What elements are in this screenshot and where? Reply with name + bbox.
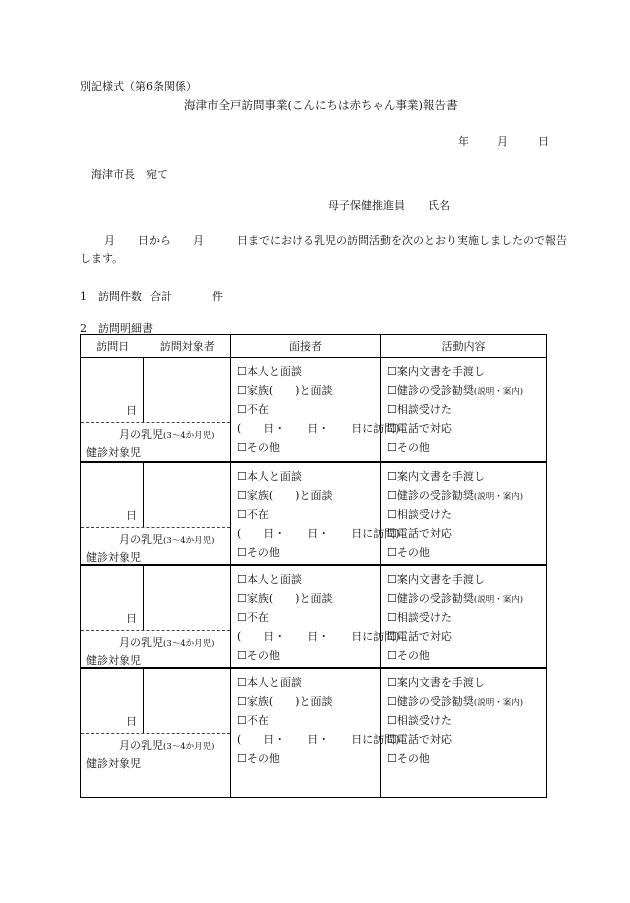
activity-option-phone[interactable]: ☐電話で対応 bbox=[387, 526, 452, 540]
activity-option-checkup-label: ☐健診の受診勧奨 bbox=[387, 591, 474, 605]
visit-date-box bbox=[81, 358, 230, 422]
infant-age-label: (3～4か月児) bbox=[163, 638, 215, 649]
section-2-label: 2 訪問明細書 bbox=[80, 322, 153, 335]
visit-detail-table bbox=[80, 334, 547, 798]
interviewee-cell bbox=[231, 358, 400, 462]
visit-day-label: 日 bbox=[126, 714, 137, 728]
interviewee-option-other[interactable]: ☐その他 bbox=[237, 441, 280, 454]
activity-option-consult[interactable]: ☐相談受けた bbox=[387, 713, 452, 727]
activity-option-consult[interactable]: ☐相談受けた bbox=[387, 610, 452, 624]
interviewee-cell bbox=[231, 668, 400, 798]
header-visit-target: 訪問対象者 bbox=[159, 340, 215, 353]
visit-day-label: 日 bbox=[126, 404, 137, 417]
visit-total-label: 合計 bbox=[150, 290, 172, 303]
date-divider bbox=[143, 358, 144, 422]
dashed-divider bbox=[81, 733, 230, 734]
interviewee-option-self[interactable]: ☐本人と面談 bbox=[237, 572, 302, 586]
header-interviewee: 面接者 bbox=[231, 335, 381, 358]
activity-cell bbox=[381, 462, 547, 565]
activity-option-checkup-label: ☐健診の受診勧奨 bbox=[387, 384, 474, 397]
interviewee-option-absent[interactable]: ☐不在 bbox=[237, 610, 269, 624]
visit-date-target-cell bbox=[81, 462, 231, 565]
activity-option-checkup[interactable] bbox=[387, 486, 546, 505]
activity-option-phone[interactable]: ☐電話で対応 bbox=[387, 422, 452, 435]
infant-month-label: 月の乳児 bbox=[119, 635, 163, 649]
interviewee-option-self[interactable]: ☐本人と面談 bbox=[237, 675, 302, 689]
activity-note: (説明・案内) bbox=[473, 491, 524, 502]
visit-dates-text: ( 日・ 日・ 日に訪問) bbox=[237, 732, 400, 746]
visit-dates-text: ( 日・ 日・ 日に訪問) bbox=[237, 526, 400, 540]
activity-option-handout[interactable]: ☐案内文書を手渡し bbox=[387, 469, 485, 483]
interviewee-option-other[interactable]: ☐その他 bbox=[237, 648, 280, 662]
activity-option-phone[interactable]: ☐電話で対応 bbox=[387, 732, 452, 746]
activity-note: (説明・案内) bbox=[473, 594, 524, 605]
activity-cell bbox=[381, 668, 547, 798]
period-month-1: 月 bbox=[104, 234, 115, 247]
infant-age-label: (3～4か月児) bbox=[163, 741, 215, 752]
infant-month-label: 月の乳児 bbox=[119, 428, 163, 441]
checkup-target-label: 健診対象児 bbox=[86, 653, 141, 667]
visit-date-target-cell bbox=[81, 668, 231, 798]
activity-option-checkup[interactable] bbox=[387, 381, 546, 400]
interviewee-option-absent[interactable]: ☐不在 bbox=[237, 713, 269, 727]
infant-target bbox=[119, 634, 214, 650]
activity-option-handout[interactable]: ☐案内文書を手渡し bbox=[387, 365, 485, 378]
date-divider bbox=[143, 669, 144, 733]
activity-option-consult[interactable]: ☐相談受けた bbox=[387, 403, 452, 416]
interviewee-option-other[interactable]: ☐その他 bbox=[237, 751, 280, 765]
interviewee-option-family[interactable]: ☐家族( )と面談 bbox=[237, 384, 333, 397]
dashed-divider bbox=[81, 630, 230, 631]
activity-option-checkup[interactable] bbox=[387, 692, 546, 711]
infant-month-label: 月の乳児 bbox=[119, 532, 163, 546]
record-rows bbox=[81, 358, 547, 798]
period-until: 日までにおける乳児の訪問活動を次のとおり実施しましたので報告 bbox=[237, 234, 567, 247]
promoter-label: 母子保健推進員 bbox=[328, 199, 405, 212]
record-row bbox=[81, 462, 547, 565]
visit-date-target-cell bbox=[81, 565, 231, 668]
interviewee-option-other[interactable]: ☐その他 bbox=[237, 545, 280, 559]
date-day-label: 日 bbox=[538, 135, 549, 148]
section-1-label: 1 訪問件数 bbox=[80, 290, 142, 303]
interviewee-option-family[interactable]: ☐家族( )と面談 bbox=[237, 694, 333, 708]
record-row bbox=[81, 565, 547, 668]
activity-option-checkup[interactable] bbox=[387, 589, 546, 608]
addressee: 海津市長 宛て bbox=[91, 168, 168, 181]
body-line-2: します。 bbox=[80, 252, 124, 265]
visit-day-label: 日 bbox=[126, 508, 137, 522]
activity-option-checkup-label: ☐健診の受診勧奨 bbox=[387, 488, 474, 502]
activity-option-other[interactable]: ☐その他 bbox=[387, 648, 430, 662]
activity-option-other[interactable]: ☐その他 bbox=[387, 751, 430, 765]
interviewee-cell bbox=[231, 462, 400, 565]
interviewee-option-self[interactable]: ☐本人と面談 bbox=[237, 365, 302, 378]
date-month-label: 月 bbox=[497, 135, 508, 148]
dashed-divider bbox=[81, 422, 230, 423]
visit-day-label: 日 bbox=[126, 611, 137, 625]
record-row bbox=[81, 668, 547, 798]
name-label: 氏名 bbox=[428, 199, 450, 212]
visit-dates-text: ( 日・ 日・ 日に訪問) bbox=[237, 422, 400, 435]
interviewee-option-absent[interactable]: ☐不在 bbox=[237, 507, 269, 521]
activity-note: (説明・案内) bbox=[473, 387, 524, 397]
record-row bbox=[81, 358, 547, 462]
checkup-target-label: 健診対象児 bbox=[86, 550, 141, 564]
infant-target bbox=[119, 737, 214, 753]
checkup-target-label: 健診対象児 bbox=[86, 756, 141, 770]
report-title: 海津市全戸訪問事業(こんにちは赤ちゃん事業)報告書 bbox=[184, 98, 458, 112]
checkup-target-label: 健診対象児 bbox=[86, 446, 141, 459]
activity-option-handout[interactable]: ☐案内文書を手渡し bbox=[387, 572, 485, 586]
visit-date-box bbox=[81, 463, 230, 527]
visit-count-unit: 件 bbox=[212, 290, 223, 303]
date-year-label: 年 bbox=[458, 135, 469, 148]
infant-age-label: (3～4か月児) bbox=[163, 535, 215, 546]
interviewee-option-family[interactable]: ☐家族( )と面談 bbox=[237, 488, 333, 502]
interviewee-option-family[interactable]: ☐家族( )と面談 bbox=[237, 591, 333, 605]
header-activity: 活動内容 bbox=[381, 335, 547, 358]
header-visit-date: 訪問日 bbox=[96, 340, 130, 353]
interviewee-option-absent[interactable]: ☐不在 bbox=[237, 403, 269, 416]
infant-target bbox=[119, 531, 214, 547]
activity-option-consult[interactable]: ☐相談受けた bbox=[387, 507, 452, 521]
date-divider bbox=[143, 566, 144, 630]
visit-date-box bbox=[81, 669, 230, 733]
activity-option-phone[interactable]: ☐電話で対応 bbox=[387, 629, 452, 643]
interviewee-option-self[interactable]: ☐本人と面談 bbox=[237, 469, 302, 483]
visit-dates-text: ( 日・ 日・ 日に訪問) bbox=[237, 629, 400, 643]
infant-month-label: 月の乳児 bbox=[119, 738, 163, 752]
interviewee-cell bbox=[231, 565, 400, 668]
activity-cell bbox=[381, 565, 547, 668]
header-cell-visit-date-target bbox=[81, 335, 231, 358]
infant-target bbox=[119, 426, 214, 442]
activity-option-checkup-label: ☐健診の受診勧奨 bbox=[387, 694, 474, 708]
activity-option-other[interactable]: ☐その他 bbox=[387, 441, 430, 454]
infant-age-label: (3～4か月児) bbox=[163, 431, 215, 441]
date-divider bbox=[143, 463, 144, 527]
visit-date-target-cell bbox=[81, 358, 231, 462]
dashed-divider bbox=[81, 527, 230, 528]
form-style-label: 別記様式（第6条関係） bbox=[80, 80, 197, 93]
activity-option-handout[interactable]: ☐案内文書を手渡し bbox=[387, 675, 485, 689]
activity-option-other[interactable]: ☐その他 bbox=[387, 545, 430, 559]
table-header-row bbox=[81, 335, 547, 358]
period-from: 日から bbox=[138, 234, 171, 247]
activity-note: (説明・案内) bbox=[473, 697, 524, 708]
period-month-2: 月 bbox=[193, 234, 204, 247]
visit-date-box bbox=[81, 566, 230, 630]
activity-cell bbox=[381, 358, 547, 462]
